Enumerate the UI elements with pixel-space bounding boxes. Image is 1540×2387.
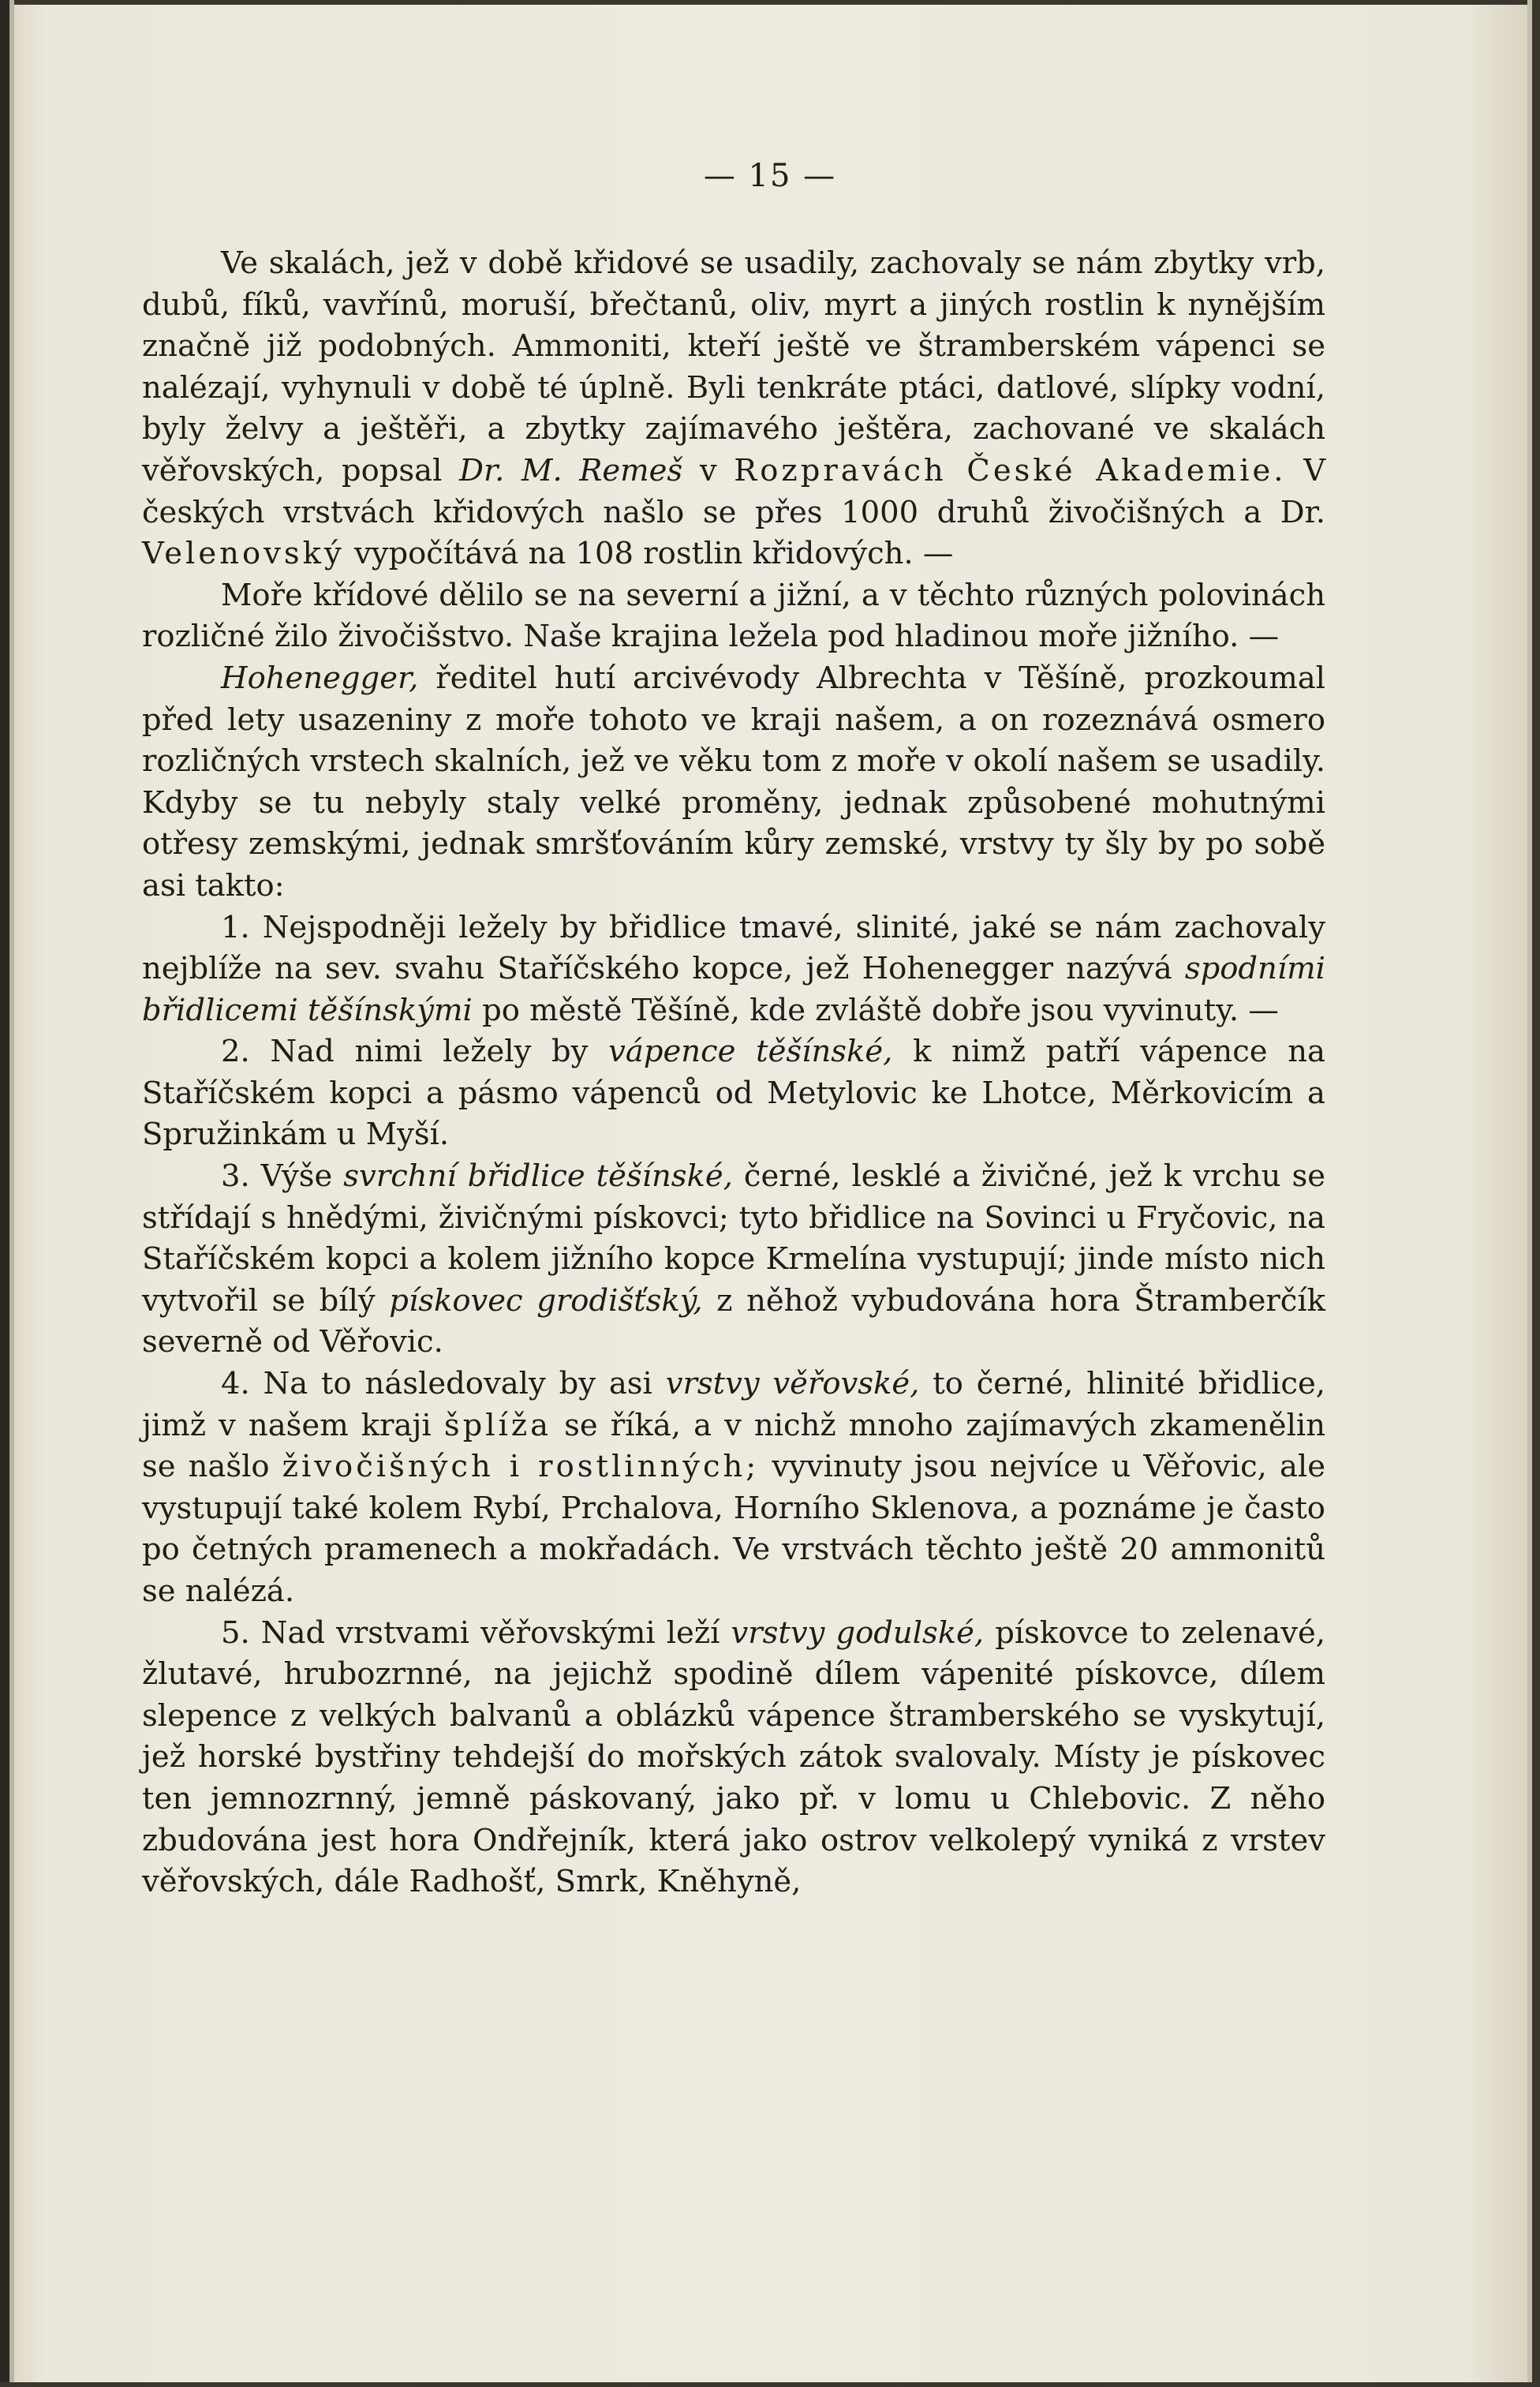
stratum-name: spodními břidlicemi těšínskými: [142, 951, 1325, 1028]
author-name: Velenovský: [142, 536, 345, 572]
page-number: — 15 —: [703, 158, 837, 194]
page-top-edge: [0, 0, 1540, 5]
paragraph-text: 4. Na to následovaly by asi: [221, 1366, 666, 1402]
page-right-edge: [1532, 0, 1540, 2387]
author-name: Dr. M. Remeš: [459, 452, 683, 488]
paragraph-cretaceous-sea: Moře křídové dělilo se na severní a jižní, a v těchto různých polovinách rozličné žilo živočišstvo. Naše krajina ležela pod hladinou moře jižního. —: [142, 577, 1325, 655]
list-item-2: [142, 1031, 1325, 1156]
paragraph-text: v: [682, 452, 734, 488]
paragraph-text: se říká, a v nichž mnoho zajímavých zkamenělin se našlo: [142, 1407, 1326, 1485]
stratum-name: pískovec grodišťský,: [389, 1282, 703, 1319]
body-text: [142, 243, 1325, 1903]
list-item-5: [142, 1613, 1325, 1903]
paragraph-text: 5. Nad vrstvami věřovskými leží: [221, 1614, 731, 1651]
emphasized-text: živočišných i rostlinných;: [282, 1449, 760, 1485]
paragraph-text: pískovce to zelenavé, žlutavé, hrubozrnné, na jejichž spodině dílem vápenité pískovce, dílem slepence z velkých balvanů a oblázků vápence štramberského se vyskytují, jež horské bystřiny tehdejší do mořských zátok svalovaly. Místy je pískovec ten jemnozrnný, jemně páskovaný, jako př. v lomu u Chlebovic. Z něho zbudována jest hora Ondřejník, která jako ostrov velkolepý vyniká z vrstev věřovských, dále Radhošť, Smrk, Kněhyně,: [142, 1614, 1326, 1900]
stratum-name: vrstvy godulské,: [731, 1614, 985, 1651]
paragraph-text: Ve skalách, jež v době křidové se usadily, zachovaly se nám zbytky vrb, dubů, fíků, vavřínů, moruší, břečtanů, oliv, myrt a jiných rostlin k nynějším značně již podobných. Ammoniti, kteří ještě ve štramberském vápenci se nalézají, vyhynuli v době té úplně. Byli tenkráte ptáci, datlové, slípky vodní, byly želvy a ještěři, a zbytky zajímavého ještěra, zachované ve skalách věřovských, popsal: [142, 245, 1325, 488]
publication-name: Rozpravách České Akademie.: [734, 452, 1287, 488]
list-item-4: [142, 1364, 1325, 1613]
paragraph-cretaceous-fossils: [142, 243, 1325, 575]
page-bottom-edge: [0, 2382, 1540, 2387]
paragraph-text: V českých vrstvách křidových našlo se přes 1000 druhů živočišných a Dr.: [142, 452, 1326, 530]
stratum-name: svrchní břidlice těšínské,: [343, 1158, 733, 1195]
paragraph-text: vypočítává na 108 rostlin křidových. —: [344, 536, 954, 572]
stratum-name: vápence těšínské,: [608, 1034, 893, 1070]
paragraph-text: po městě Těšíně, kde zvláště dobře jsou vyvinuty. —: [472, 992, 1279, 1028]
author-name: Hohenegger,: [221, 660, 419, 696]
paragraph-text: 3. Výše: [221, 1158, 344, 1195]
paragraph-hohenegger: [142, 658, 1325, 907]
paragraph-text: to černé, hlinité břidlice, jimž v našem kraji: [142, 1366, 1325, 1443]
spine-shadow: [9, 0, 14, 2387]
paragraph-text: 1. Nejspodněji ležely by břidlice tmavé, slinité, jaké se nám zachovaly nejblíže na sev. svahu Staříčského kopce, jež Hohenegger nazývá: [142, 909, 1325, 987]
list-item-1: [142, 907, 1325, 1032]
list-item-3: [142, 1156, 1325, 1364]
stratum-name: vrstvy věřovské,: [665, 1366, 920, 1402]
paragraph-text: vyvinuty jsou nejvíce u Věřovic, ale vystupují také kolem Rybí, Prchalova, Horního Sklenova, a poznáme je často po četných pramenech a mokřadách. Ve vrstvách těchto ještě 20 ammonitů se nalézá.: [142, 1449, 1325, 1609]
paragraph-text: k nimž patří vápence na Staříčském kopci a pásmo vápenců od Metylovic ke Lhotce, Měrkovicím a Spružinkám u Myší.: [142, 1034, 1326, 1153]
paragraph-text: černé, lesklé a živičné, jež k vrchu se střídají s hnědými, živičnými pískovci; tyto břidlice na Sovinci u Fryčovic, na Staříčském kopci a kolem jižního kopce Krmelína vystupují; jinde místo nich vytvořil se bílý: [142, 1158, 1325, 1319]
paragraph-text: ředitel hutí arcivévody Albrechta v Těšíně, prozkoumal před lety usazeniny z moře tohoto ve kraji našem, a on rozeznává osmero rozličných vrstech skalních, jež ve věku tom z moře v okolí našem se usadily. Kdyby se tu nebyly staly velké proměny, jednak způsobené mohutnými otřesy zemskými, jednak smršťováním kůry zemské, vrstvy ty šly by po sobě asi takto:: [142, 660, 1325, 904]
local-term: šplíža: [443, 1407, 552, 1443]
paragraph-text: z něhož vybudována hora Štramberčík severně od Věřovic.: [142, 1282, 1325, 1360]
paragraph-text: 2. Nad nimi ležely by: [221, 1034, 609, 1070]
book-spine-edge: [0, 0, 9, 2387]
